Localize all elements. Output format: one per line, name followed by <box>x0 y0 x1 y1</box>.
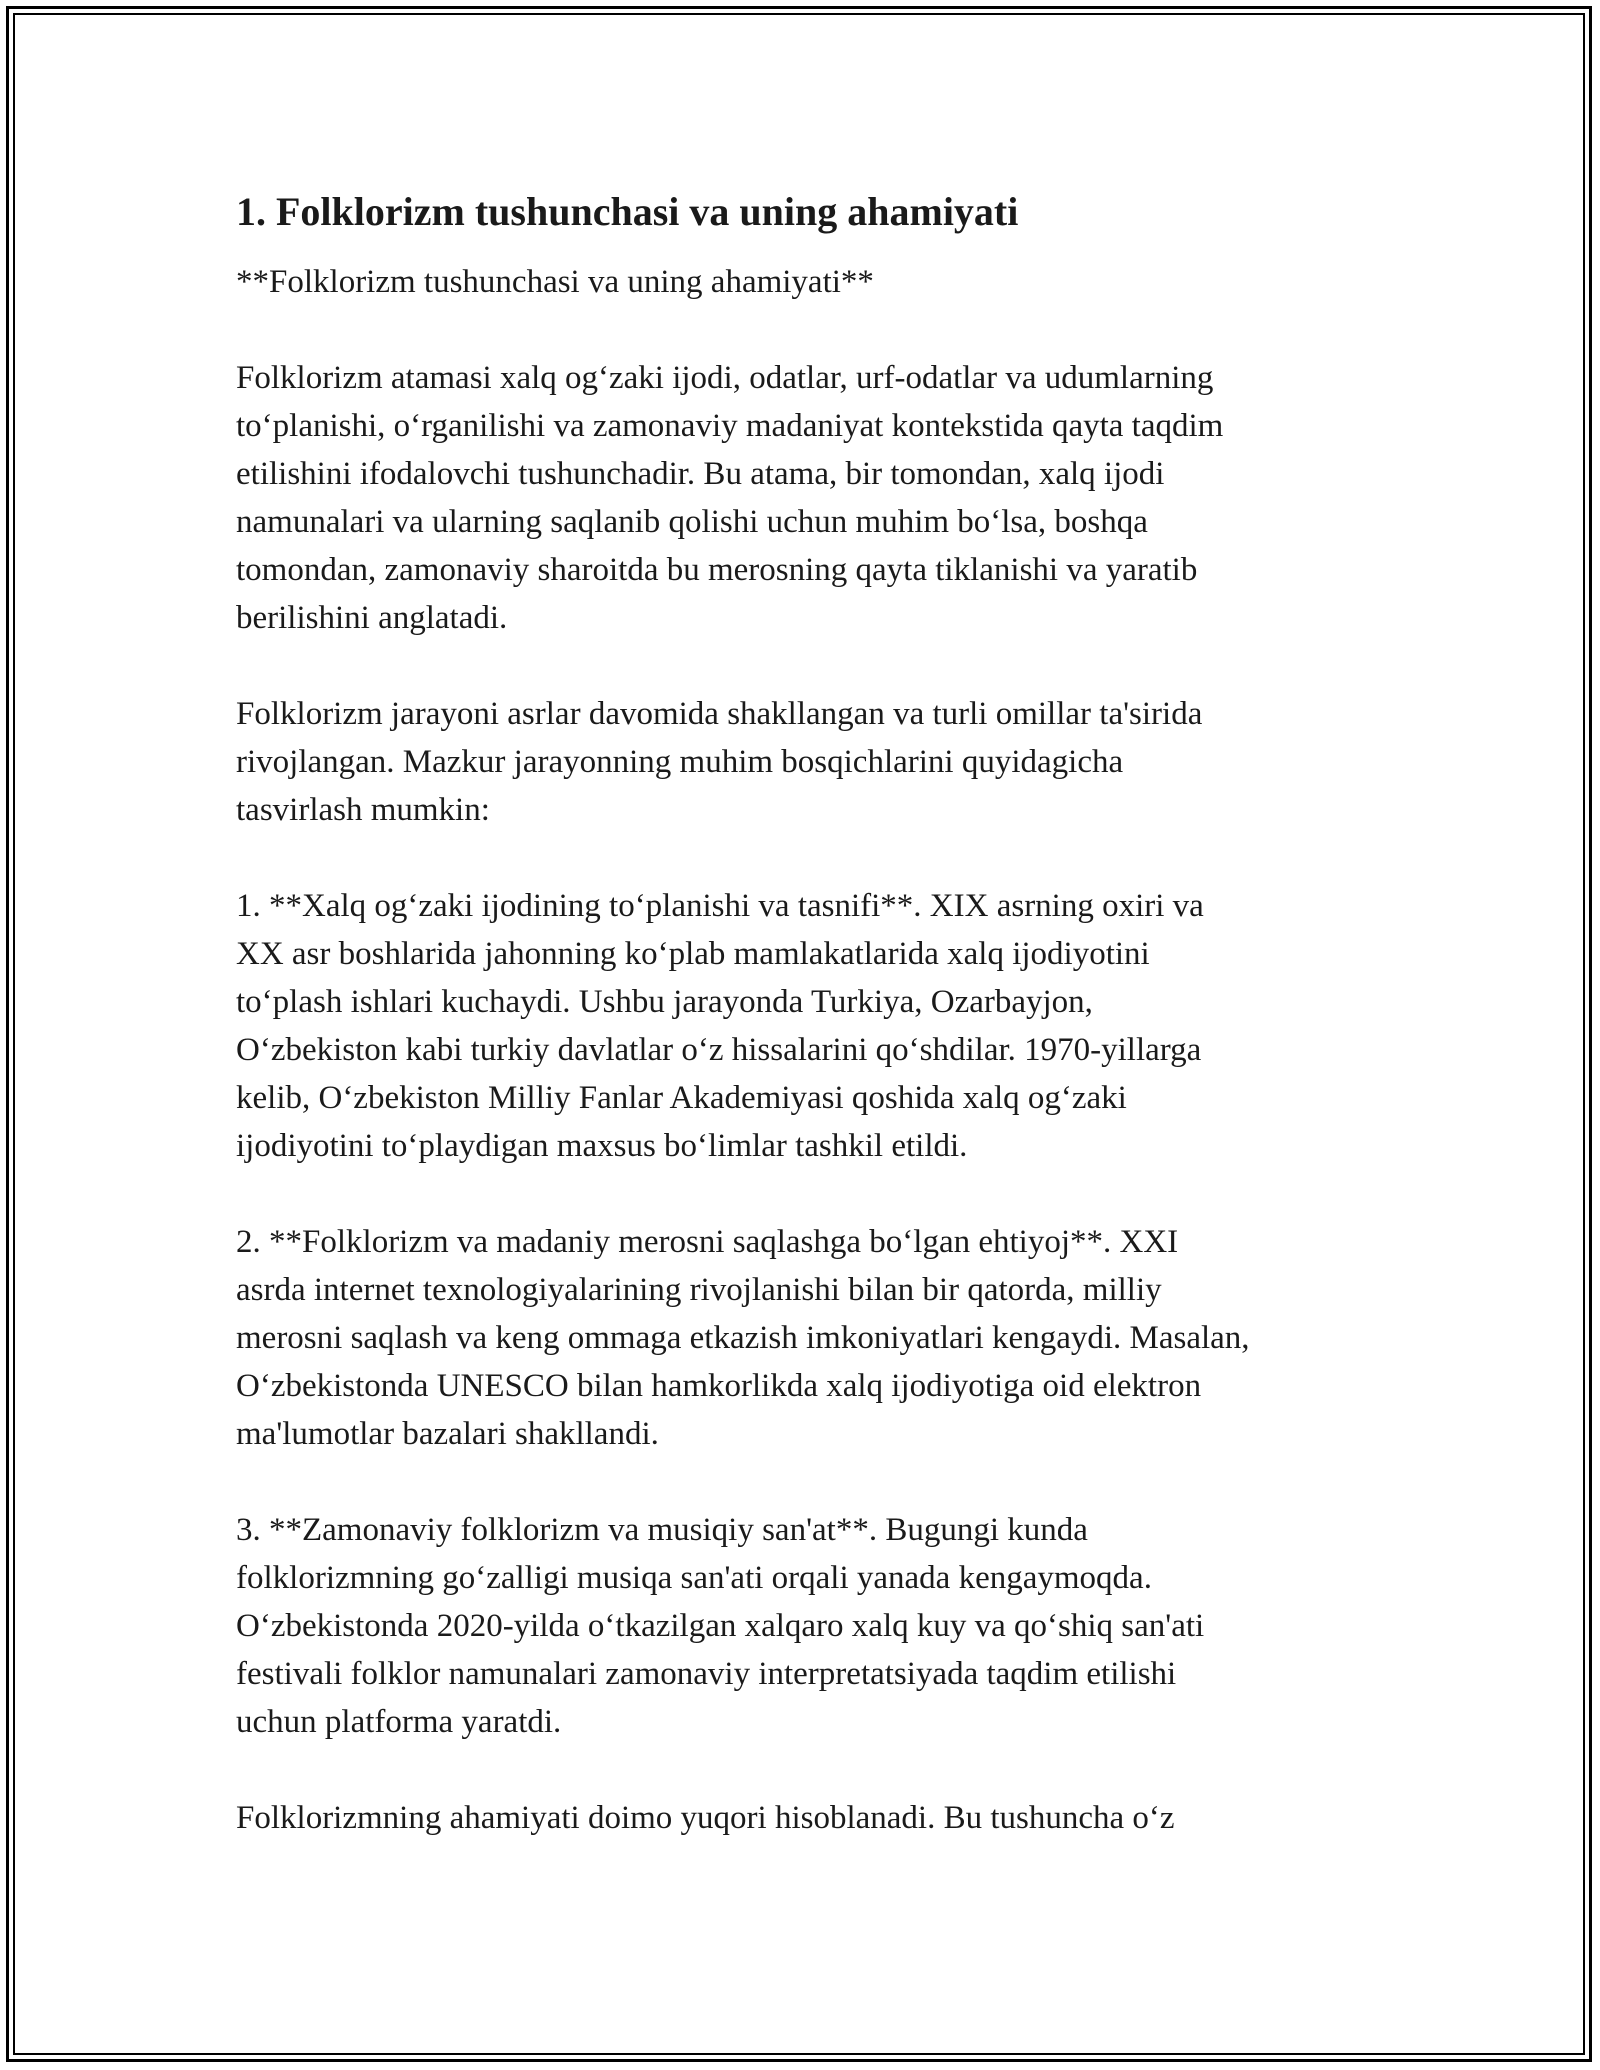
document-body <box>236 186 1366 1890</box>
intro-stages-paragraph: Folklorizm jarayoni asrlar davomida shakllangan va turli omillar ta'sirida rivojlangan. Mazkur jarayonning muhim bosqichlarini quyidagicha tasvirlash mumkin: <box>236 696 1203 828</box>
bold-subtitle-paragraph: **Folklorizm tushunchasi va uning ahamiyati** <box>236 264 874 300</box>
stage-2-paragraph: 2. **Folklorizm va madaniy merosni saqlashga bo‘lgan ehtiyoj**. XXI asrda internet texnologiyalarining rivojlanishi bilan bir qatorda, milliy merosni saqlash va keng ommaga etkazish imkoniyatlari kengaydi. Masalan, O‘zbekistonda UNESCO bilan hamkorlikda xalq ijodiyotiga oid elektron ma'lumotlar bazalari shakllandi. <box>236 1224 1250 1452</box>
importance-paragraph: Folklorizmning ahamiyati doimo yuqori hisoblanadi. Bu tushuncha o‘z <box>236 1800 1175 1836</box>
stage-1-paragraph: 1. **Xalq og‘zaki ijodining to‘planishi va tasnifi**. XIX asrning oxiri va XX asr boshlarida jahonning ko‘plab mamlakatlarida xalq ijodiyotini to‘plash ishlari kuchaydi. Ushbu jarayonda Turkiya, Ozarbayjon, O‘zbekiston kabi turkiy davlatlar o‘z hissalarini qo‘shdilar. 1970-yillarga kelib, O‘zbekiston Milliy Fanlar Akademiyasi qoshida xalq og‘zaki ijodiyotini to‘playdigan maxsus bo‘limlar tashkil etildi. <box>236 888 1204 1164</box>
definition-paragraph: Folklorizm atamasi xalq og‘zaki ijodi, odatlar, urf-odatlar va udumlarning to‘planishi, o‘rganilishi va zamonaviy madaniyat kontekstida qayta taqdim etilishini ifodalovchi tushunchadir. Bu atama, bir tomondan, xalq ijodi namunalari va ularning saqlanib qolishi uchun muhim bo‘lsa, boshqa tomondan, zamonaviy sharoitda bu merosning qayta tiklanishi va yaratib berilishini anglatadi. <box>236 360 1224 636</box>
section-heading: 1. Folklorizm tushunchasi va uning ahamiyati <box>236 189 1019 234</box>
stage-3-paragraph: 3. **Zamonaviy folklorizm va musiqiy san'at**. Bugungi kunda folklorizmning go‘zalligi musiqa san'ati orqali yanada kengaymoqda. O‘zbekistonda 2020-yilda o‘tkazilgan xalqaro xalq kuy va qo‘shiq san'ati festivali folklor namunalari zamonaviy interpretatsiyada taqdim etilishi uchun platforma yaratdi. <box>236 1512 1205 1740</box>
